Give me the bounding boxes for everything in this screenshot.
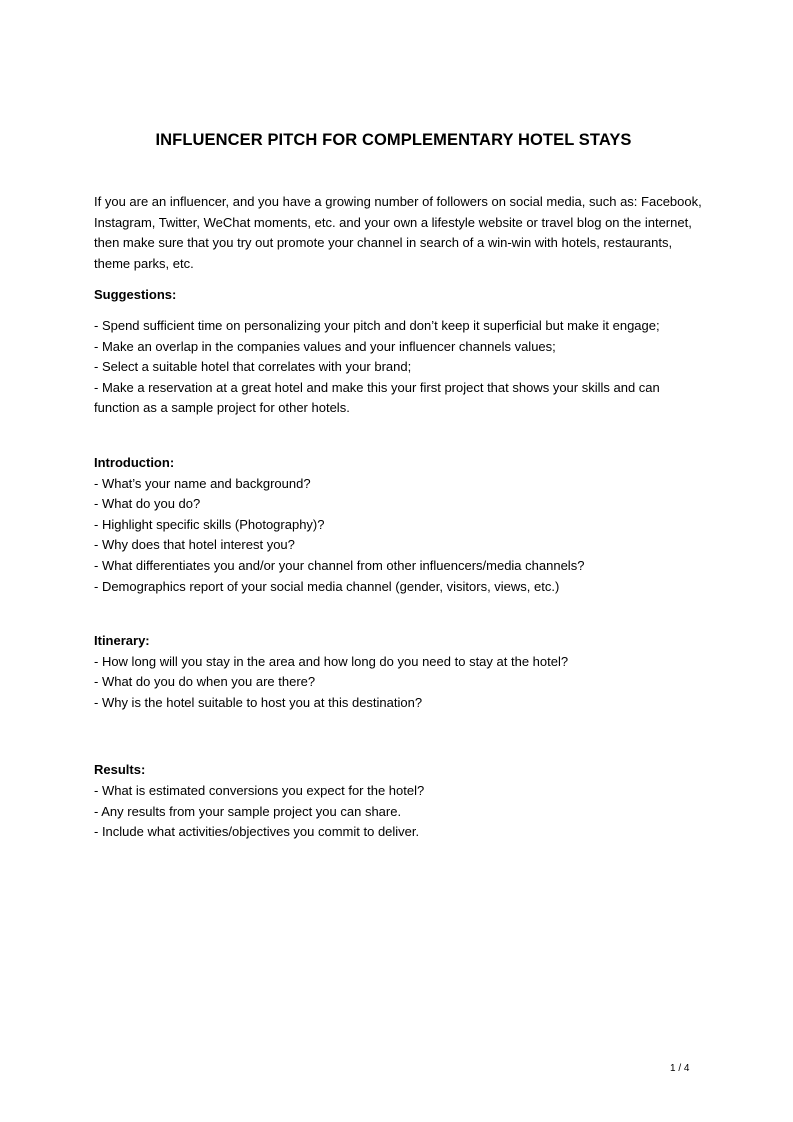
list-item: - Why does that hotel interest you? (94, 537, 295, 553)
introduction-heading: Introduction: (94, 454, 175, 470)
document-body (94, 192, 704, 843)
intro-paragraph: If you are an influencer, and you have a growing number of followers on social media, such as: Facebook, Instagram, Twitter, WeChat moments, etc. and your own a lifestyle website or travel blog on the internet, then make sure that you try out promote your channel in search of a win-win with hotels, restaurants, theme parks, etc. (94, 194, 702, 271)
list-item: - Why is the hotel suitable to host you at this destination? (94, 694, 423, 710)
list-item: - Any results from your sample project you can share. (94, 803, 402, 819)
itinerary-list (94, 652, 704, 714)
results-list (94, 781, 704, 843)
list-item: - What differentiates you and/or your channel from other influencers/media channels? (94, 557, 585, 573)
list-item: - Highlight specific skills (Photography)? (94, 516, 325, 532)
list-item: - What’s your name and background? (94, 475, 311, 491)
list-item: - What do you do when you are there? (94, 674, 316, 690)
list-item: - Make a reservation at a great hotel and make this your first project that shows your skills and can function as a sample project for other hotels. (94, 379, 660, 416)
page-number: 1 / 4 (670, 1063, 690, 1074)
introduction-list (94, 474, 704, 598)
list-item: - What do you do? (94, 496, 201, 512)
list-item: - Demographics report of your social media channel (gender, visitors, views, etc.) (94, 578, 560, 594)
results-heading: Results: (94, 762, 146, 778)
suggestions-list (94, 316, 704, 419)
suggestions-heading: Suggestions: (94, 287, 177, 303)
list-item: - How long will you stay in the area and how long do you need to stay at the hotel? (94, 653, 569, 669)
list-item: - Make an overlap in the companies values and your influencer channels values; (94, 338, 556, 354)
list-item: - Select a suitable hotel that correlates with your brand; (94, 359, 412, 375)
itinerary-heading: Itinerary: (94, 633, 150, 649)
list-item: - Spend sufficient time on personalizing your pitch and don’t keep it superficial but make it engage; (94, 317, 660, 333)
list-item: - What is estimated conversions you expect for the hotel? (94, 783, 425, 799)
list-item: - Include what activities/objectives you commit to deliver. (94, 824, 420, 840)
document-title: INFLUENCER PITCH FOR COMPLEMENTARY HOTEL STAYS (155, 131, 632, 149)
